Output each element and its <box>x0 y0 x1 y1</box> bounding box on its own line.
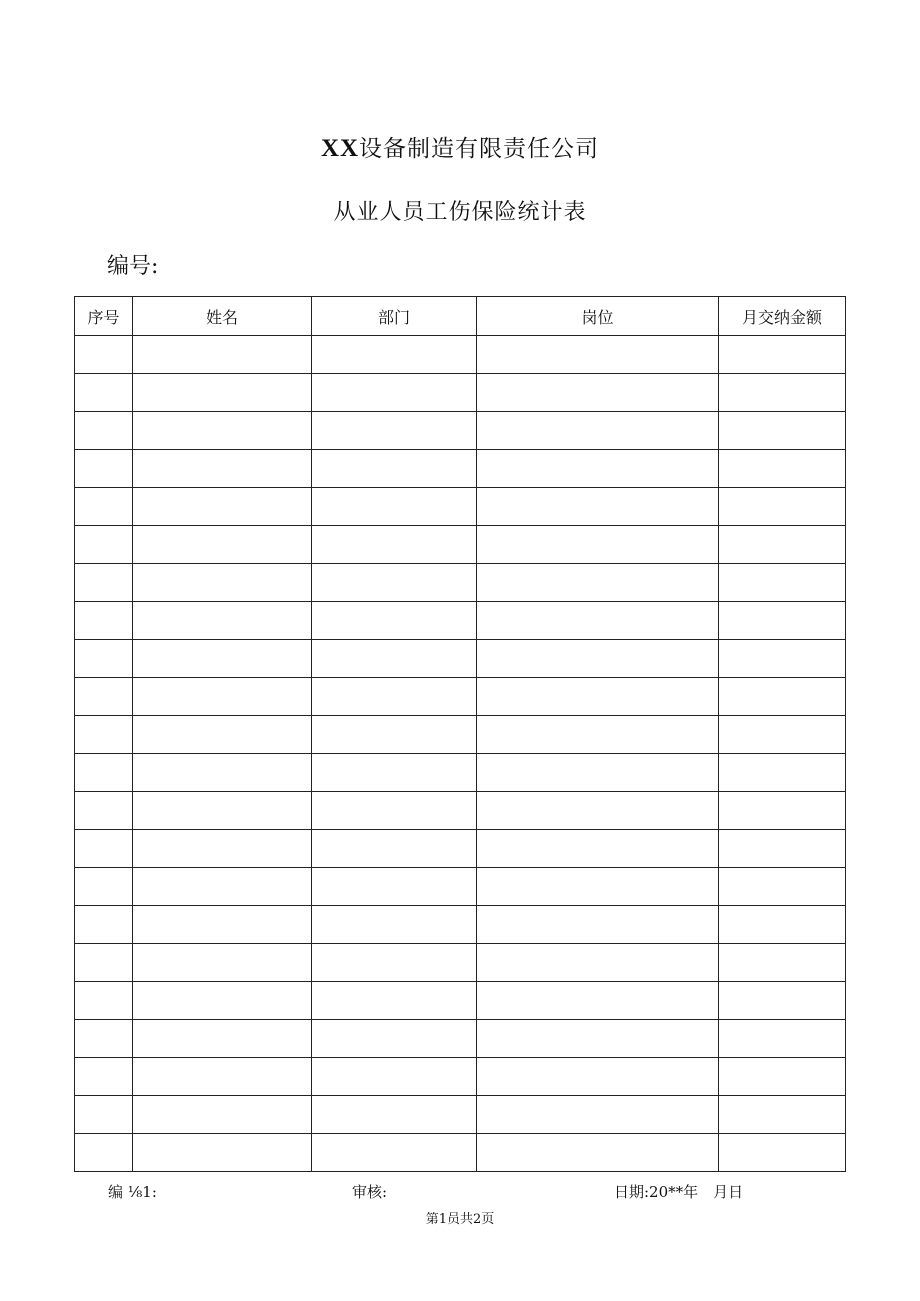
column-name-cell <box>133 868 312 906</box>
prepared-by-label: 编 ⅛1: <box>108 1183 157 1201</box>
column-position-cell <box>477 450 719 488</box>
table-row <box>75 944 846 982</box>
table-row <box>75 412 846 450</box>
table-row <box>75 1134 846 1172</box>
table-body <box>75 336 846 1172</box>
column-serial-cell <box>75 792 133 830</box>
table-row <box>75 754 846 792</box>
table-row <box>75 374 846 412</box>
form-title: 从业人员工伤保险统计表 <box>333 200 587 225</box>
column-position-cell <box>477 716 719 754</box>
column-department-cell <box>312 716 477 754</box>
column-position-cell <box>477 488 719 526</box>
column-department-cell <box>312 982 477 1020</box>
table-row <box>75 906 846 944</box>
column-monthly-amount-cell <box>719 678 846 716</box>
column-department-cell <box>312 830 477 868</box>
column-monthly-amount-cell <box>719 640 846 678</box>
column-serial-cell <box>75 868 133 906</box>
column-serial-cell <box>75 374 133 412</box>
column-monthly-amount-cell <box>719 488 846 526</box>
column-monthly-amount-cell <box>719 412 846 450</box>
table-row <box>75 868 846 906</box>
column-serial-cell <box>75 1096 133 1134</box>
column-monthly-amount-cell <box>719 944 846 982</box>
table-header-row <box>75 297 846 336</box>
column-department-cell <box>312 488 477 526</box>
column-monthly-amount-cell <box>719 1096 846 1134</box>
column-monthly-amount-cell <box>719 1020 846 1058</box>
column-name-cell <box>133 678 312 716</box>
column-name-cell <box>133 450 312 488</box>
serial-number-label: 编号: <box>107 254 159 279</box>
column-serial-cell <box>75 640 133 678</box>
column-serial-header: 序号 <box>75 297 133 336</box>
column-monthly-amount-header: 月交纳金额 <box>719 297 846 336</box>
column-name-cell <box>133 526 312 564</box>
page-number-info: 第1员共2页 <box>425 1212 495 1227</box>
column-department-cell <box>312 944 477 982</box>
table-row <box>75 982 846 1020</box>
table-row <box>75 1020 846 1058</box>
column-department-cell <box>312 678 477 716</box>
column-serial-cell <box>75 602 133 640</box>
column-department-header: 部门 <box>312 297 477 336</box>
column-name-header: 姓名 <box>133 297 312 336</box>
column-serial-cell <box>75 336 133 374</box>
date-label: 日期:20**年 月日 <box>614 1183 744 1201</box>
column-position-cell <box>477 336 719 374</box>
column-serial-cell <box>75 944 133 982</box>
column-serial-cell <box>75 526 133 564</box>
table-row <box>75 450 846 488</box>
column-serial-cell <box>75 982 133 1020</box>
column-monthly-amount-cell <box>719 450 846 488</box>
column-department-cell <box>312 1134 477 1172</box>
column-serial-cell <box>75 678 133 716</box>
table-row <box>75 830 846 868</box>
column-position-cell <box>477 830 719 868</box>
column-position-cell <box>477 1096 719 1134</box>
company-title <box>0 130 920 163</box>
column-department-cell <box>312 754 477 792</box>
column-monthly-amount-cell <box>719 336 846 374</box>
column-name-cell <box>133 830 312 868</box>
column-monthly-amount-cell <box>719 716 846 754</box>
table-row <box>75 602 846 640</box>
column-department-cell <box>312 564 477 602</box>
column-monthly-amount-cell <box>719 868 846 906</box>
column-serial-cell <box>75 450 133 488</box>
column-department-cell <box>312 640 477 678</box>
column-name-cell <box>133 1096 312 1134</box>
column-position-cell <box>477 944 719 982</box>
column-department-cell <box>312 868 477 906</box>
column-department-cell <box>312 602 477 640</box>
column-monthly-amount-cell <box>719 754 846 792</box>
column-position-cell <box>477 640 719 678</box>
column-name-cell <box>133 1134 312 1172</box>
column-position-cell <box>477 1134 719 1172</box>
column-department-cell <box>312 374 477 412</box>
reviewer-label: 审核: <box>352 1183 388 1201</box>
column-serial-cell <box>75 1058 133 1096</box>
column-serial-cell <box>75 906 133 944</box>
column-position-cell <box>477 374 719 412</box>
footer-signature-row <box>0 1181 920 1205</box>
column-name-cell <box>133 602 312 640</box>
company-prefix: XX <box>320 135 360 162</box>
column-monthly-amount-cell <box>719 374 846 412</box>
column-position-cell <box>477 1058 719 1096</box>
column-department-cell <box>312 792 477 830</box>
column-department-cell <box>312 1096 477 1134</box>
column-name-cell <box>133 564 312 602</box>
column-position-cell <box>477 982 719 1020</box>
column-name-cell <box>133 336 312 374</box>
column-monthly-amount-cell <box>719 1134 846 1172</box>
column-serial-cell <box>75 1134 133 1172</box>
column-position-cell <box>477 1020 719 1058</box>
column-department-cell <box>312 1020 477 1058</box>
column-serial-cell <box>75 412 133 450</box>
column-department-cell <box>312 1058 477 1096</box>
column-name-cell <box>133 1020 312 1058</box>
column-name-cell <box>133 374 312 412</box>
column-serial-cell <box>75 754 133 792</box>
column-monthly-amount-cell <box>719 526 846 564</box>
column-department-cell <box>312 450 477 488</box>
column-name-cell <box>133 1058 312 1096</box>
column-serial-cell <box>75 830 133 868</box>
table-row <box>75 1096 846 1134</box>
column-monthly-amount-cell <box>719 1058 846 1096</box>
table-row <box>75 1058 846 1096</box>
column-name-cell <box>133 716 312 754</box>
table-row <box>75 526 846 564</box>
column-name-cell <box>133 792 312 830</box>
column-serial-cell <box>75 488 133 526</box>
column-position-header: 岗位 <box>477 297 719 336</box>
column-monthly-amount-cell <box>719 982 846 1020</box>
table-row <box>75 336 846 374</box>
column-serial-cell <box>75 716 133 754</box>
column-name-cell <box>133 754 312 792</box>
column-name-cell <box>133 982 312 1020</box>
table-row <box>75 564 846 602</box>
table-row <box>75 678 846 716</box>
column-serial-cell <box>75 1020 133 1058</box>
column-monthly-amount-cell <box>719 830 846 868</box>
column-monthly-amount-cell <box>719 792 846 830</box>
column-department-cell <box>312 412 477 450</box>
column-name-cell <box>133 906 312 944</box>
column-position-cell <box>477 754 719 792</box>
table-row <box>75 716 846 754</box>
column-position-cell <box>477 678 719 716</box>
column-department-cell <box>312 526 477 564</box>
table-row <box>75 792 846 830</box>
column-position-cell <box>477 526 719 564</box>
column-position-cell <box>477 412 719 450</box>
column-name-cell <box>133 944 312 982</box>
column-department-cell <box>312 336 477 374</box>
company-name: 设备制造有限责任公司 <box>359 136 600 162</box>
column-position-cell <box>477 906 719 944</box>
column-monthly-amount-cell <box>719 564 846 602</box>
column-position-cell <box>477 868 719 906</box>
column-department-cell <box>312 906 477 944</box>
column-position-cell <box>477 602 719 640</box>
table-row <box>75 640 846 678</box>
insurance-statistics-table <box>74 296 846 1172</box>
column-monthly-amount-cell <box>719 602 846 640</box>
column-name-cell <box>133 640 312 678</box>
column-name-cell <box>133 412 312 450</box>
column-serial-cell <box>75 564 133 602</box>
column-position-cell <box>477 792 719 830</box>
column-name-cell <box>133 488 312 526</box>
column-monthly-amount-cell <box>719 906 846 944</box>
table-row <box>75 488 846 526</box>
column-position-cell <box>477 564 719 602</box>
